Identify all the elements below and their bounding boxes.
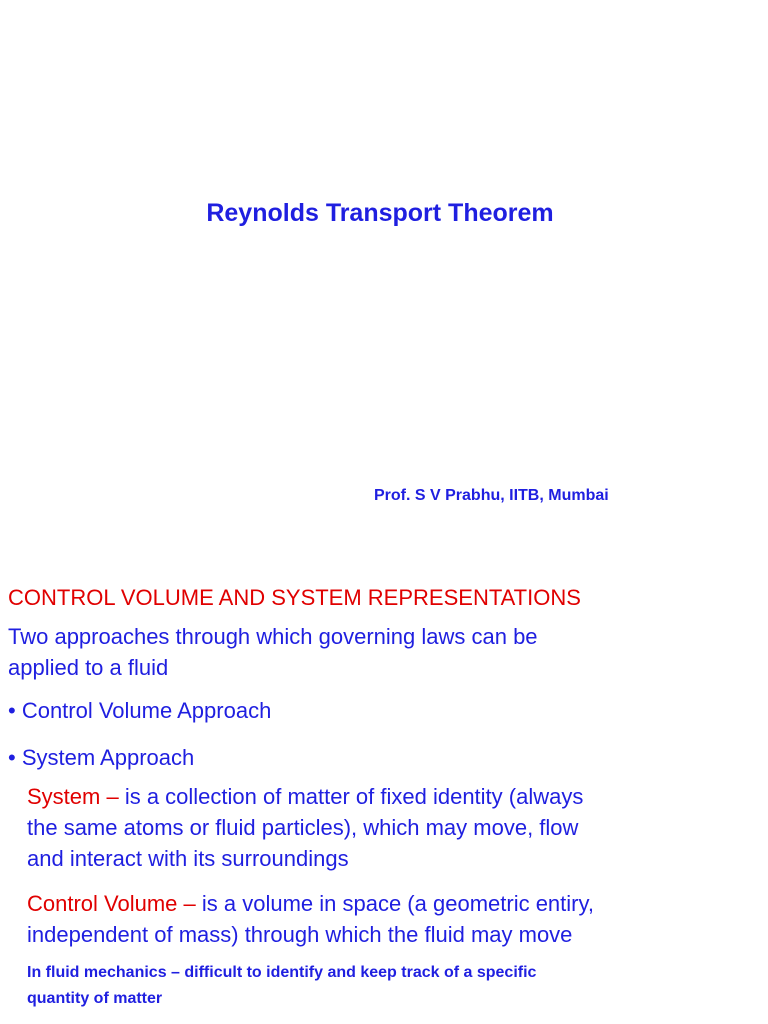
control-volume-definition-text-1: is a volume in space (a geometric entiry,: [195, 891, 594, 916]
system-definition-line-3: and interact with its surroundings: [27, 846, 349, 871]
system-definition-text-1: is a collection of matter of fixed identity (always: [118, 784, 584, 809]
control-volume-definition-line-2: independent of mass) through which the fluid may move: [27, 922, 573, 947]
system-definition-line-2: the same atoms or fluid particles), which may move, flow: [27, 815, 579, 840]
system-term: System –: [27, 784, 119, 809]
control-volume-definition-line-1: [27, 888, 594, 919]
intro-paragraph: [8, 621, 538, 683]
section-heading: CONTROL VOLUME AND SYSTEM REPRESENTATIONS: [8, 585, 581, 610]
intro-line-2: applied to a fluid: [8, 655, 169, 680]
bullet-system-approach: • System Approach: [8, 745, 195, 770]
system-definition: [27, 781, 583, 874]
bullet-control-volume-approach: • Control Volume Approach: [8, 698, 272, 723]
system-definition-line-1: [27, 781, 583, 812]
note-line-1: In fluid mechanics – difficult to identify and keep track of a specific: [27, 964, 537, 981]
control-volume-term: Control Volume –: [27, 891, 196, 916]
control-volume-definition: [27, 888, 594, 950]
author-credit: Prof. S V Prabhu, IITB, Mumbai: [374, 487, 609, 504]
fluid-mechanics-note: [27, 960, 536, 1012]
slide-title: Reynolds Transport Theorem: [206, 199, 554, 227]
note-line-2: quantity of matter: [27, 990, 163, 1007]
intro-line-1: Two approaches through which governing laws can be: [8, 624, 538, 649]
